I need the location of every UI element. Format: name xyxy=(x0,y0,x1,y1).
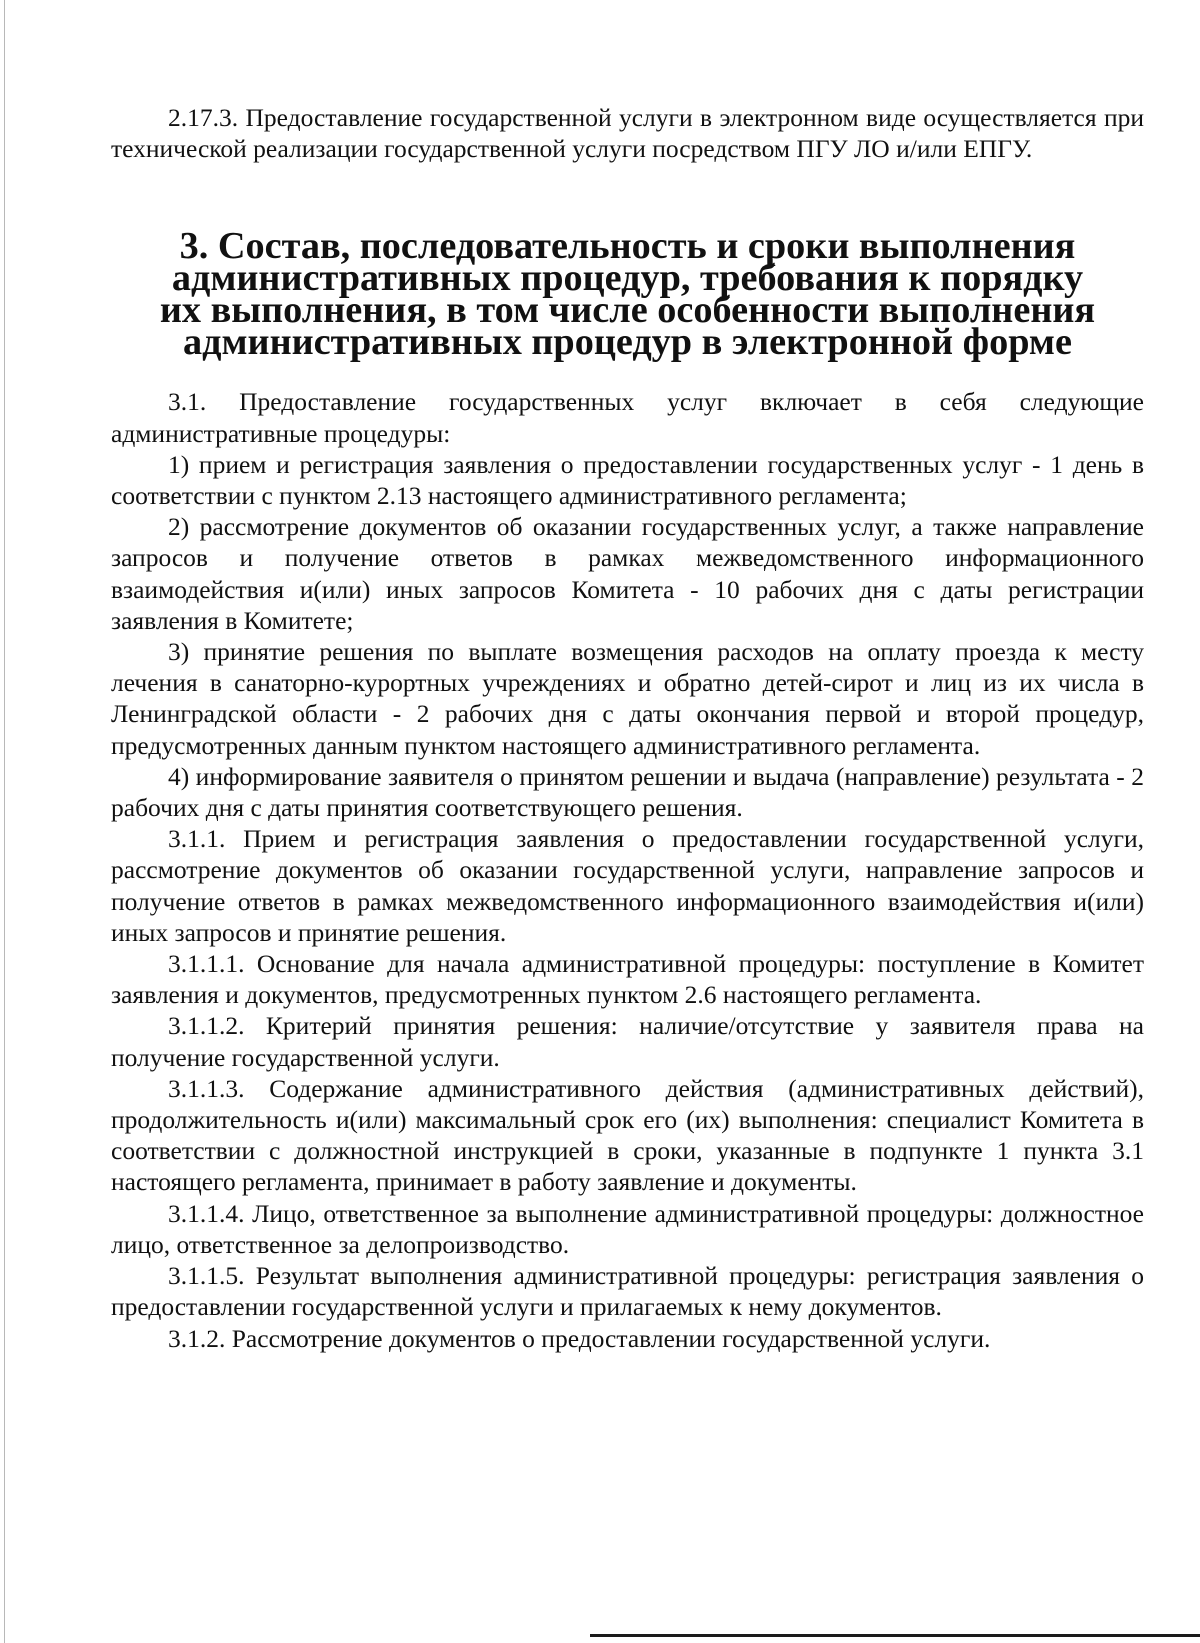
paragraph-3-1-2: 3.1.2. Рассмотрение документов о предоставлении государственной услуги. xyxy=(168,1323,991,1353)
scan-edge-bottom xyxy=(590,1634,1200,1637)
paragraph-3-1-1-5: 3.1.1.5. Результат выполнения административной процедуры: регистрация заявления о предоставлении государственной услуги и прилагаемых к нему документов. xyxy=(111,1261,1144,1322)
section-heading xyxy=(111,225,1144,364)
section-heading-line: административных процедур в электронной форме xyxy=(183,321,1072,364)
spacer xyxy=(111,164,1144,230)
paragraph-3-1-1-1: 3.1.1.1. Основание для начала административной процедуры: поступление в Комитет заявления и документов, предусмотренных пунктом 2.6 настоящего регламента. xyxy=(111,949,1144,1010)
list-item-3: 3) принятие решения по выплате возмещения расходов на оплату проезда к месту лечения в санаторно-курортных учреждениях и обратно детей-сирот и лиц из их числа в Ленинградской области - 2 рабочих дня с даты окончания первой и второй процедур, предусмотренных данным пунктом настоящего административного регламента. xyxy=(111,637,1144,760)
list-item-2: 2) рассмотрение документов об оказании государственных услуг, а также направление запросов и получение ответов в рамках межведомственного информационного взаимодействия и(или) иных запросов Комитета - 10 рабочих дня с даты регистрации заявления в Комитете; xyxy=(111,512,1144,635)
list-item-4: 4) информирование заявителя о принятом решении и выдача (направление) результата - 2 рабочих дня с даты принятия соответствующего решения. xyxy=(111,761,1144,823)
paragraph-3-1-1-2: 3.1.1.2. Критерий принятия решения: наличие/отсутствие у заявителя права на получение государственной услуги. xyxy=(111,1011,1144,1072)
document-body xyxy=(111,102,1144,1354)
paragraph-3-1: 3.1. Предоставление государственных услуг включает в себя следующие административные процедуры: xyxy=(111,387,1144,448)
section-heading-line: 3. Состав, последовательность и сроки выполнения xyxy=(179,225,1076,268)
intro-paragraph: 2.17.3. Предоставление государственной услуги в электронном виде осуществляется при технической реализации государственной услуги посредством ПГУ ЛО и/или ЕПГУ. xyxy=(111,103,1144,164)
paragraph-3-1-1-4: 3.1.1.4. Лицо, ответственное за выполнение административной процедуры: должностное лицо, ответственное за делопроизводство. xyxy=(111,1198,1144,1259)
paragraph-3-1-1-3: 3.1.1.3. Содержание административного действия (административных действий), продолжительность и(или) максимальный срок его (их) выполнения: специалист Комитета в соответствии с должностной инструкцией в сроки, указанные в подпункте 1 пункта 3.1 настоящего регламента, принимает в работу заявление и документы. xyxy=(111,1073,1144,1197)
scan-edge-left xyxy=(4,0,5,1643)
list-item-1: 1) прием и регистрация заявления о предоставлении государственных услуг - 1 день в соответствии с пунктом 2.13 настоящего административного регламента; xyxy=(111,449,1144,511)
paragraph-3-1-1: 3.1.1. Прием и регистрация заявления о предоставлении государственной услуги, рассмотрение документов об оказании государственной услуги, направление запросов и получение ответов в рамках межведомственного информационного взаимодействия и(или) иных запросов и принятие решения. xyxy=(111,824,1144,947)
section-heading-line: административных процедур, требования к порядку xyxy=(171,257,1084,300)
section-heading-line: их выполнения, в том числе особенности выполнения xyxy=(159,289,1096,332)
